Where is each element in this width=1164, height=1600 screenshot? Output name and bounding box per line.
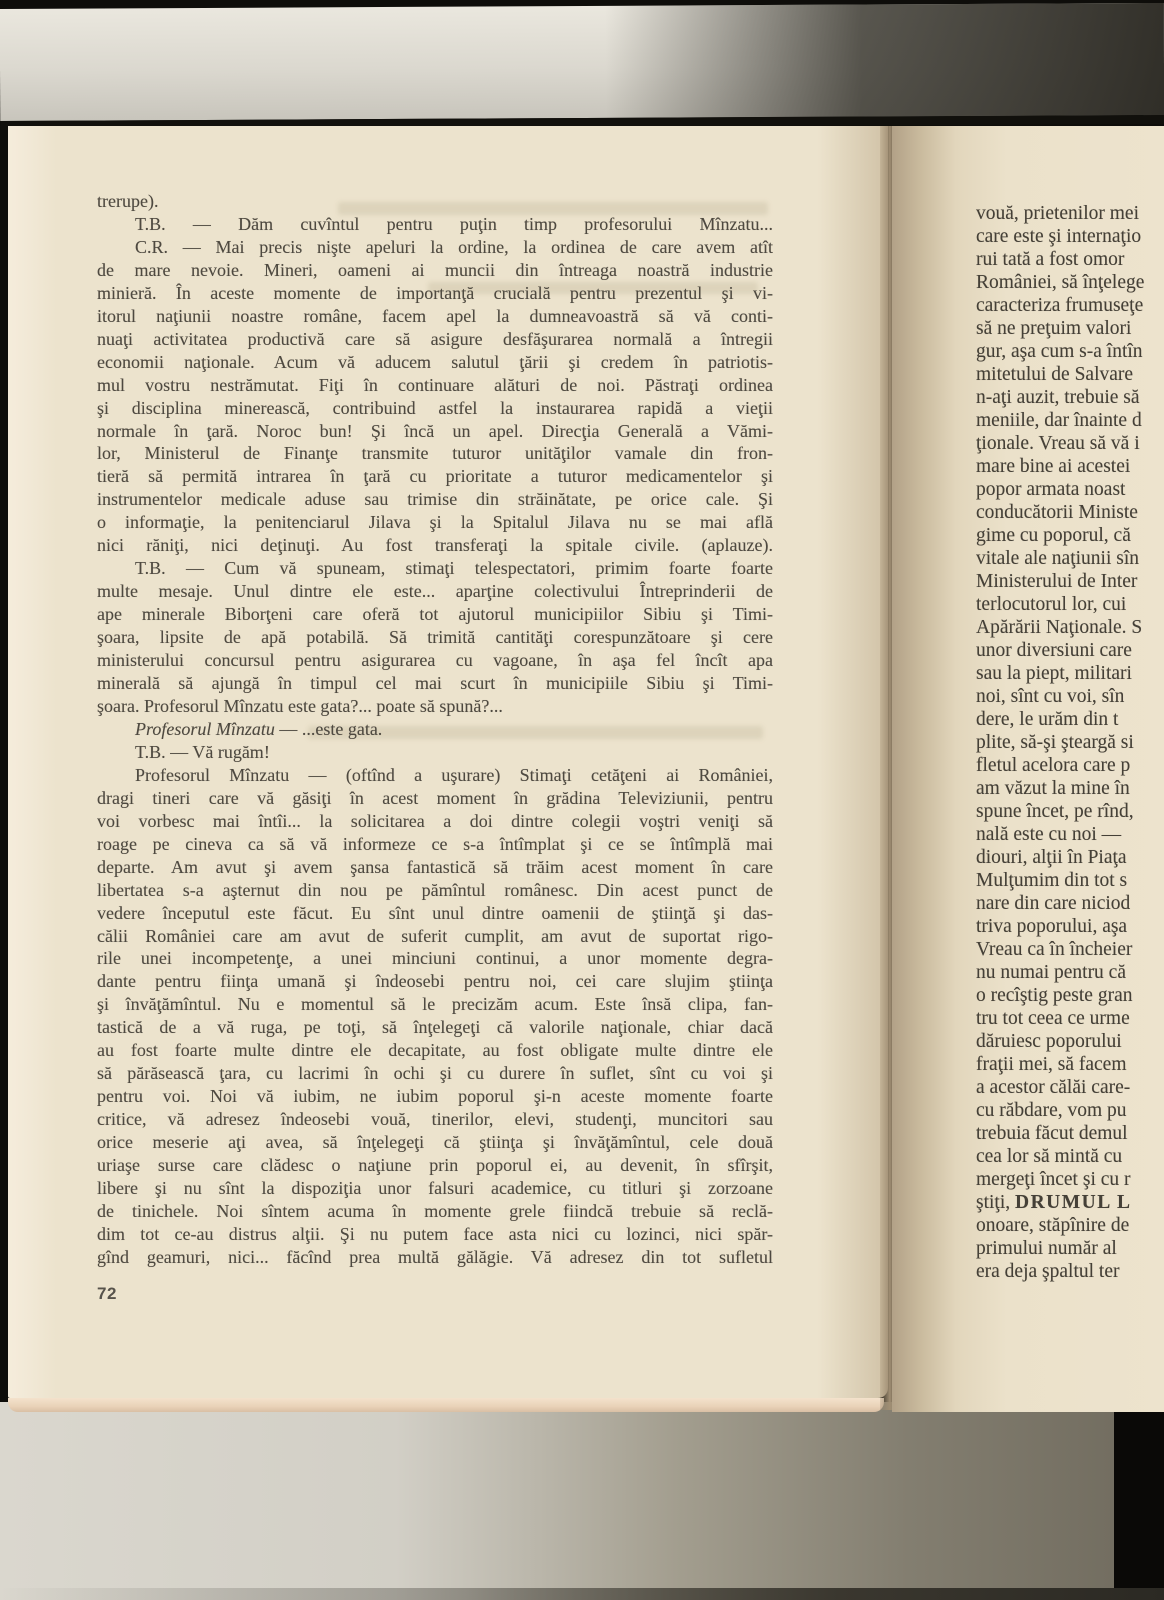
- text-line: am văzut la mine în: [976, 778, 1130, 799]
- text-line: mare bine ai acestei: [976, 456, 1131, 477]
- text-line: caracteriza frumuseţe: [976, 295, 1144, 316]
- page-number: 72: [97, 1284, 117, 1303]
- text-line: gur, aşa cum s-a întîn: [976, 341, 1143, 362]
- text-line: ţionale. Vreau să vă i: [976, 433, 1140, 454]
- scan-black-corner: [1114, 1406, 1164, 1600]
- text-line: gînd geamuri, nici... făcînd prea multă gălăgie. Vă adresez din tot sufletul: [97, 1246, 773, 1267]
- text-line: T.B. — Vă rugăm!: [135, 741, 270, 762]
- text-line: ape minerale Biborţeni care oferă tot ajutorul municipiilor Sibiu şi Timi-: [97, 604, 773, 625]
- text-line: plite, să-şi şteargă si: [976, 732, 1134, 753]
- text-line: T.B. — Cum vă spuneam, stimaţi telespectatori, primim foarte foarte: [135, 558, 773, 579]
- text-line: de tinichele. Noi sîntem acuma în momente grele fiindcă trebuie să reclă-: [97, 1200, 773, 1221]
- text-line: rile unei incompetenţe, a unei minciuni continui, a unor momente degra-: [97, 948, 773, 969]
- text-line: ştiţi, DRUMUL L: [976, 1192, 1132, 1213]
- text-line: instrumentelor medicale aduse sau trimise din străinătate, pe orice cale. Şi: [97, 489, 773, 510]
- text-line: pentru voi. Noi vă iubim, ne iubim poporul şi-n aceste momente foarte: [97, 1086, 773, 1107]
- text-line: mitetului de Salvare: [976, 364, 1134, 385]
- text-line: noi, sînt cu voi, sîn: [976, 686, 1125, 707]
- text-line: rui tată a fost omor: [976, 249, 1125, 270]
- bottom-cover-band: [0, 1402, 1164, 1600]
- text-line: tastică de a vă ruga, pe toţi, să înţelegeţi că valorile naţionale, chiar dacă: [97, 1017, 773, 1038]
- text-line: libere şi nu sînt la dispoziţia unor falsuri academice, cu titluri şi zorzoane: [97, 1177, 773, 1198]
- text-line: primului număr al: [976, 1238, 1117, 1259]
- text-line: itorul naţiunii noastre române, facem apel la dumneavoastră să vă conti-: [97, 305, 773, 326]
- text-line: fraţii mei, să facem: [976, 1054, 1127, 1075]
- text-line: triva poporului, aşa: [976, 916, 1128, 937]
- text-line: nuaţi activitatea productivă care să asigure desfăşurarea normală a întregii: [97, 328, 773, 349]
- text-line: gime cu poporul, că: [976, 525, 1131, 546]
- text-line: nare din care niciod: [976, 893, 1131, 914]
- text-line: trerupe).: [97, 191, 159, 211]
- text-line: roage pe cineva ca să vă informeze ce s-a întîmplat şi ce se întîmplă mai: [97, 833, 773, 854]
- text-line: să ne preţuim valori: [976, 318, 1132, 339]
- text-line: tieră să permită intrarea în ţară cu prioritate a tuturor medicamentelor şi: [97, 466, 773, 487]
- text-line: sau la piept, militari: [976, 663, 1132, 684]
- text-line: şoara, lipsite de apă potabilă. Să trimită cantităţi corespunzătoare şi cere: [97, 627, 773, 648]
- text-line: tru tot ceea ce urme: [976, 1008, 1130, 1029]
- text-line: meniile, dar înainte d: [976, 410, 1142, 431]
- text-line: a acestor călăi care-: [976, 1077, 1131, 1098]
- text-line: conducătorii Ministe: [976, 502, 1138, 523]
- cover-top-edge: [0, 3, 1164, 130]
- text-line: vedere începutul este făcut. Eu sînt unul dintre oamenii de ştiinţă şi das-: [97, 902, 773, 923]
- text-line: o recîştig peste gran: [976, 985, 1133, 1006]
- text-line: critice, vă adresez îndeosebi vouă, tinerilor, elevi, studenţi, muncitori sau: [97, 1109, 773, 1130]
- text-line: Profesorul Mînzatu — (oftînd a uşurare) Stimaţi cetăţeni ai României,: [135, 764, 773, 785]
- text-line: o informaţie, la penitenciarul Jilava şi la Spitalul Jilava nu se mai află: [97, 512, 773, 533]
- left-page: [8, 126, 888, 1398]
- text-line: şi disciplina minerească, contribuind astfel la instaurarea rapidă a vieţii: [97, 397, 773, 418]
- text-line: departe. Am avut şi avem şansa fantastică să trăim acest moment în care: [97, 856, 773, 877]
- text-line: dăruiesc poporului: [976, 1031, 1122, 1052]
- text-line: C.R. — Mai precis nişte apeluri la ordine, la ordinea de care avem atît: [135, 236, 773, 257]
- left-page-text: [97, 190, 773, 1269]
- text-line: dim tot ce-au distrus alţii. Şi nu putem face asta nici cu lozinci, nici spăr-: [97, 1223, 773, 1244]
- text-line: României, să înţelege: [976, 272, 1145, 293]
- text-line: uriaşe surse care clădesc o naţiune prin poporul ei, au devenit, în sfîrşit,: [97, 1155, 773, 1176]
- right-page-text: [976, 202, 1164, 1283]
- text-line: mergeţi încet şi cu r: [976, 1169, 1131, 1190]
- text-line: voi vorbesc mai întîi... la solicitarea a doi dintre colegii voştri veniţi să: [97, 810, 773, 831]
- bottom-shadow-strip: [0, 1588, 1164, 1600]
- text-line: nici răniţi, nici deţinuţi. Au fost transferaţi la spitale civile. (aplauze).: [97, 535, 773, 556]
- text-line: dragi tineri care vă găsiţi în acest moment în grădina Televiziunii, pentru: [97, 787, 773, 808]
- text-line: T.B. — Dăm cuvîntul pentru puţin timp profesorului Mînzatu...: [135, 213, 773, 234]
- text-line: Profesorul Mînzatu — ...este gata.: [135, 718, 383, 739]
- text-line: vouă, prietenilor mei: [976, 203, 1139, 224]
- text-line: Ministerului de Inter: [976, 571, 1138, 592]
- text-line: minieră. În aceste momente de importanţă crucială pentru prezentul şi vi-: [97, 282, 773, 303]
- text-line: nu numai pentru că: [976, 962, 1126, 983]
- text-line: spune încet, pe rînd,: [976, 801, 1134, 822]
- text-line: onoare, stăpînire de: [976, 1215, 1130, 1236]
- right-page: [892, 126, 1164, 1412]
- text-line: libertatea s-a aşternut din nou pe pămîntul românesc. Din acest punct de: [97, 879, 773, 900]
- text-line: unor diversiuni care: [976, 640, 1132, 661]
- text-line: dere, le urăm din t: [976, 709, 1119, 730]
- text-line: ministerului concursul pentru asigurarea cu vagoane, în aşa fel încît apa: [97, 650, 773, 671]
- text-line: fletul acelora care p: [976, 755, 1131, 776]
- text-line: orice meserie aţi avea, să înţelegeţi că ştiinţa şi învăţămîntul, cele două: [97, 1132, 773, 1153]
- text-line: lor, Ministerul de Finanţe transmite tuturor unităţilor vamale din fron-: [97, 443, 773, 464]
- text-line: era deja şpaltul ter: [976, 1261, 1120, 1282]
- text-line: Vreau ca în încheier: [976, 939, 1133, 960]
- text-line: economii naţionale. Acum vă aducem salutul ţării şi credem în patriotis-: [97, 351, 773, 372]
- text-line: care este şi internaţio: [976, 226, 1142, 247]
- text-line: Mulţumim din tot s: [976, 870, 1128, 891]
- text-line: şoara. Profesorul Mînzatu este gata?... poate să spună?...: [97, 695, 503, 716]
- text-line: trebuia făcut demul: [976, 1123, 1128, 1144]
- text-line: mul vostru nestrămutat. Fiţi în continuare alături de noi. Păstraţi ordinea: [97, 374, 773, 395]
- text-line: cea lor să mintă cu: [976, 1146, 1123, 1167]
- text-line: multe mesaje. Unul dintre ele este... aparţine colectivului Întreprinderii de: [97, 581, 773, 602]
- text-line: diouri, alţii în Piaţa: [976, 847, 1127, 868]
- text-line: şi învăţămîntul. Nu e momentul să le precizăm acum. Este însă clipa, fan-: [97, 994, 773, 1015]
- text-line: terlocutorul lor, cui: [976, 594, 1127, 615]
- text-line: au fost foarte multe dintre ele decapitate, au fost obligate multe dintre ele: [97, 1040, 773, 1061]
- text-line: să părăsească ţara, cu lacrimi în ochi şi cu durere în suflet, sînt cu voi şi: [97, 1063, 773, 1084]
- text-line: nală este cu noi —: [976, 824, 1122, 845]
- text-line: de mare nevoie. Mineri, oameni ai muncii din întreaga noastră industrie: [97, 259, 773, 280]
- text-line: normale în ţară. Noroc bun! Şi încă un apel. Direcţia Generală a Vămi-: [97, 420, 773, 441]
- text-line: Apărării Naţionale. S: [976, 617, 1143, 638]
- text-line: n-aţi auzit, trebuie să: [976, 387, 1140, 408]
- text-line: cu răbdare, vom pu: [976, 1100, 1127, 1121]
- text-line: călii României care am avut de suferit cumplit, am avut de suportat rigo-: [97, 925, 773, 946]
- text-line: minerală să ajungă în timpul cel mai scurt în municipiile Sibiu şi Timi-: [97, 673, 773, 694]
- text-line: popor armata noast: [976, 479, 1126, 500]
- text-line: vitale ale naţiunii sîn: [976, 548, 1139, 569]
- text-line: dante pentru fiinţa umană şi îndeosebi pentru noi, cei care slujim ştiinţa: [97, 971, 773, 992]
